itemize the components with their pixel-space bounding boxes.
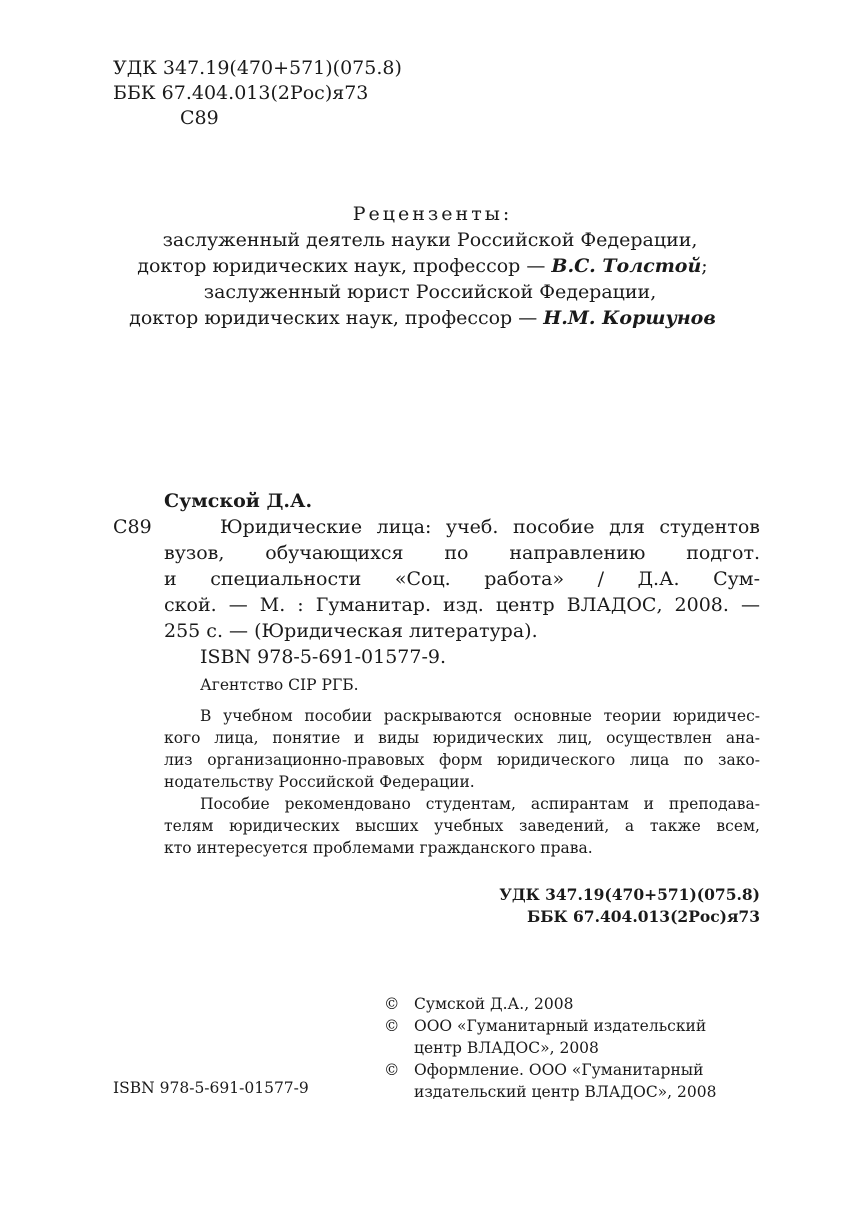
reviewers-title: Рецензенты: bbox=[352, 203, 513, 225]
abstract-line: Пособие рекомендовано студентам, аспирантам и преподава- bbox=[200, 795, 760, 813]
catalog-isbn: ISBN 978-5-691-01577-9. bbox=[200, 646, 447, 668]
abstract-line: лиз организационно-правовых форм юридического лица по зако- bbox=[164, 751, 760, 769]
author-mark-code: С89 bbox=[180, 107, 219, 129]
reviewers-block bbox=[0, 201, 845, 331]
reviewer-line: доктор юридических наук, профессор — Н.М. Коршунов bbox=[129, 307, 716, 329]
copyright-item: © Сумской Д.А., 2008 bbox=[384, 995, 574, 1013]
bbk-code: ББК 67.404.013(2Рос)я73 bbox=[113, 82, 369, 104]
reviewer-line: заслуженный юрист Российской Федерации, bbox=[203, 281, 657, 303]
catalog-line: и специальности «Соц. работа» / Д.А. Сум- bbox=[164, 568, 760, 590]
catalog-line: вузов, обучающихся по направлению подгот. bbox=[164, 542, 760, 564]
reviewer-line: доктор юридических наук, профессор — В.С. Толстой; bbox=[137, 255, 708, 277]
abstract-line: нодательству Российской Федерации. bbox=[164, 773, 475, 791]
reviewer-line: заслуженный деятель науки Российской Федерации, bbox=[162, 229, 698, 251]
reviewer-name: В.С. Толстой bbox=[551, 255, 702, 277]
copyright-icon: © bbox=[384, 1061, 400, 1079]
catalog-author: Сумской Д.А. bbox=[164, 490, 313, 512]
copyright-icon: © bbox=[384, 995, 400, 1013]
abstract-line: В учебном пособии раскрываются основные теории юридичес- bbox=[200, 707, 760, 725]
reviewer-name: Н.М. Коршунов bbox=[543, 307, 716, 329]
copyright-item: © Оформление. ООО «Гуманитарный издательский центр ВЛАДОС», 2008 bbox=[384, 1061, 717, 1101]
isbn-bottom: ISBN 978-5-691-01577-9 bbox=[113, 1079, 309, 1097]
catalog-agency: Агентство CIP РГБ. bbox=[200, 676, 359, 694]
copyright-item: © ООО «Гуманитарный издательский центр ВЛАДОС», 2008 bbox=[384, 1017, 707, 1057]
abstract bbox=[164, 705, 760, 859]
footer-udk: УДК 347.19(470+571)(075.8) bbox=[499, 885, 760, 904]
catalog-line: Юридические лица: учеб. пособие для студентов bbox=[220, 516, 760, 538]
copyright-block bbox=[384, 993, 716, 1103]
catalog-code: С89 bbox=[113, 516, 152, 538]
catalog-line: ской. — М. : Гуманитар. изд. центр ВЛАДОС, 2008. — bbox=[164, 594, 760, 616]
catalog-entry bbox=[164, 514, 760, 696]
abstract-line: кого лица, понятие и виды юридических лиц, осуществлен ана- bbox=[164, 729, 760, 747]
abstract-line: кто интересуется проблемами гражданского права. bbox=[164, 839, 593, 857]
footer-bbk: ББК 67.404.013(2Рос)я73 bbox=[527, 907, 760, 926]
udk-code: УДК 347.19(470+571)(075.8) bbox=[113, 57, 402, 79]
catalog-line: 255 с. — (Юридическая литература). bbox=[164, 620, 538, 642]
abstract-line: телям юридических высших учебных заведений, а также всем, bbox=[164, 817, 760, 835]
copyright-icon: © bbox=[384, 1017, 400, 1035]
